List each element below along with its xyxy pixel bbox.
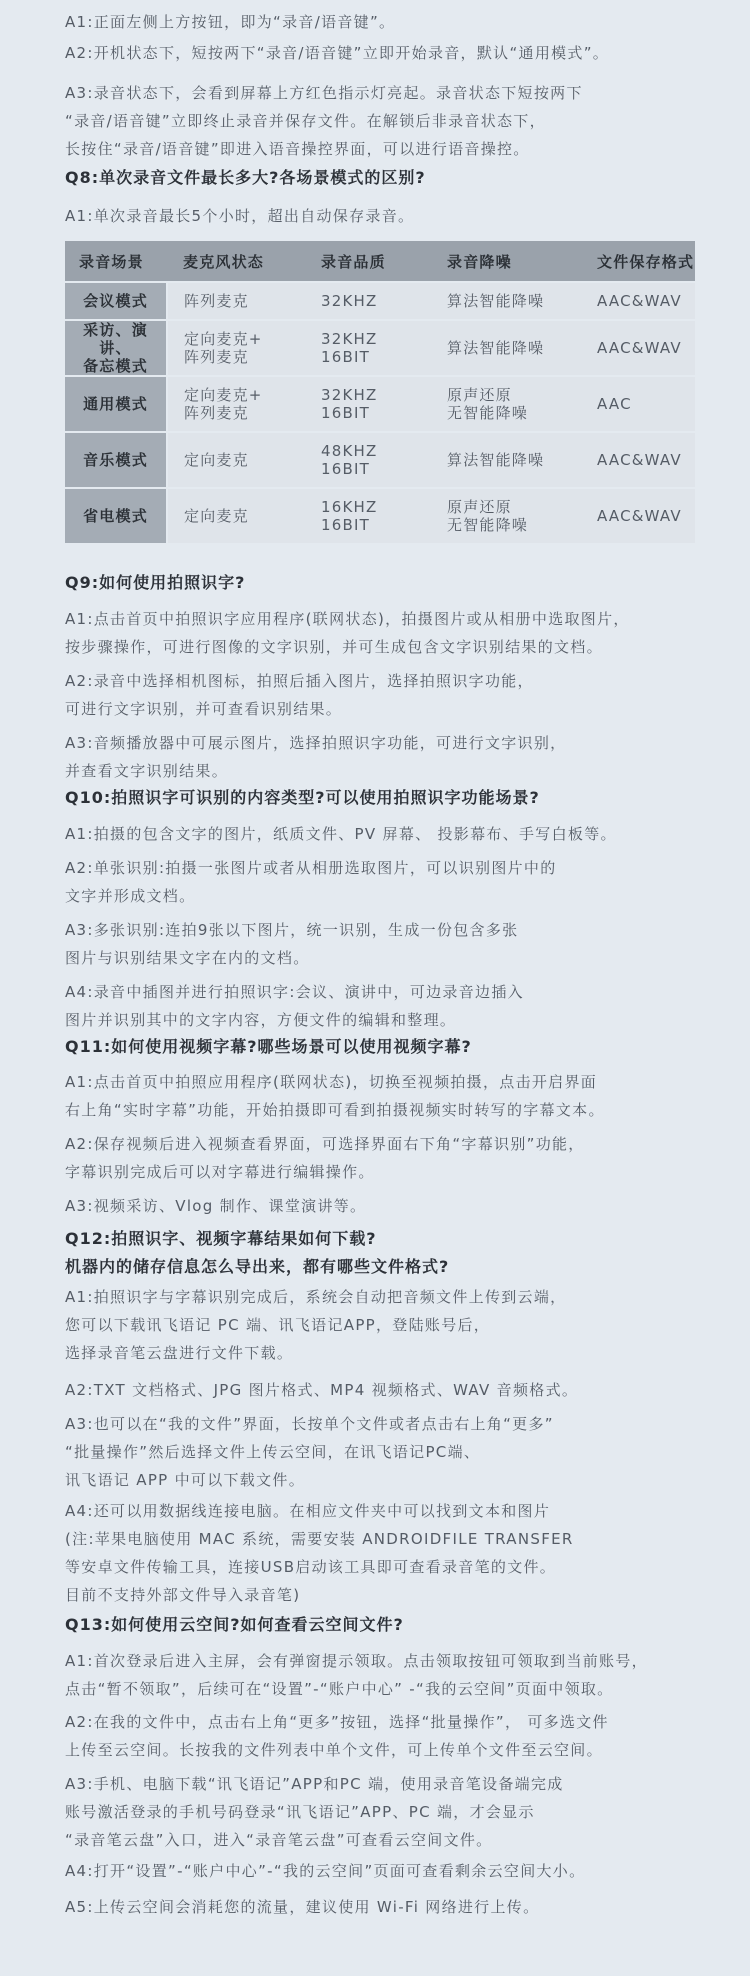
text-line: A1:点击首页中拍照应用程序(联网状态)，切换至视频拍摄，点击开启界面 <box>65 1073 598 1091</box>
question-heading <box>65 1226 745 1282</box>
table-body <box>65 282 695 544</box>
text-line: “批量操作”然后选择文件上传云空间，在讯飞语记PC端、 <box>65 1443 481 1461</box>
cell-format <box>581 282 695 320</box>
table-row <box>65 432 695 488</box>
cell-noise <box>431 282 581 320</box>
cell-mic <box>167 282 305 320</box>
cell-line: 32KHZ <box>321 386 378 404</box>
answer-paragraph <box>65 729 745 785</box>
cell-format <box>581 320 695 376</box>
text-line: 并查看文字识别结果。 <box>65 762 229 780</box>
text-line: “录音笔云盘”入口，进入“录音笔云盘”可查看云空间文件。 <box>65 1831 493 1849</box>
text-line: A3:多张识别:连拍9张以下图片，统一识别，生成一份包含多张 <box>65 921 519 939</box>
cell-noise <box>431 432 581 488</box>
text-line: 点击“暂不领取”，后续可在“设置”-“账户中心” -“我的云空间”页面中领取。 <box>65 1680 614 1698</box>
cell-noise <box>431 376 581 432</box>
text-line: A2:开机状态下，短按两下“录音/语音键”立即开始录音，默认“通用模式”。 <box>65 44 610 62</box>
cell-line: 定向麦克+ <box>184 330 263 348</box>
text-line: 目前不支持外部文件导入录音笔) <box>65 1586 301 1604</box>
answer-paragraph <box>65 978 745 1034</box>
cell-line: 定向麦克 <box>184 507 249 525</box>
answer-paragraph <box>65 1130 745 1186</box>
text-line: 图片与识别结果文字在内的文档。 <box>65 949 310 967</box>
cell-noise <box>431 488 581 544</box>
text-line: A4:打开“设置”-“账户中心”-“我的云空间”页面可查看剩余云空间大小。 <box>65 1862 586 1880</box>
table-row <box>65 488 695 544</box>
text-line: A3:手机、电脑下载“讯飞语记”APP和PC 端，使用录音笔设备端完成 <box>65 1775 564 1793</box>
text-line: 图片并识别其中的文字内容，方便文件的编辑和整理。 <box>65 1011 457 1029</box>
answer-paragraph <box>65 820 745 848</box>
header-mic: 麦克风状态 <box>167 241 305 282</box>
cell-format <box>581 376 695 432</box>
answer-paragraph <box>65 1857 745 1885</box>
cell-line: 原声还原 <box>447 498 512 516</box>
table-row <box>65 320 695 376</box>
question-heading <box>65 1612 745 1640</box>
text-line: A5:上传云空间会消耗您的流量，建议使用 Wi-Fi 网络进行上传。 <box>65 1898 540 1916</box>
table-header-row <box>65 241 695 282</box>
table-row <box>65 282 695 320</box>
cell-mic <box>167 432 305 488</box>
cell-line: 算法智能降噪 <box>447 339 545 357</box>
answer-paragraph <box>65 1376 745 1404</box>
cell-quality <box>305 282 431 320</box>
cell-format <box>581 432 695 488</box>
cell-line: 原声还原 <box>447 386 512 404</box>
text-line: 上传至云空间。长按我的文件列表中单个文件，可上传单个文件至云空间。 <box>65 1741 603 1759</box>
cell-line: 48KHZ <box>321 442 378 460</box>
text-line: A1:拍照识字与字幕识别完成后，系统会自动把音频文件上传到云端， <box>65 1288 567 1306</box>
cell-scene <box>65 320 167 376</box>
answer-paragraph <box>65 39 745 67</box>
cell-line: 算法智能降噪 <box>447 292 545 310</box>
answer-paragraph <box>65 1192 745 1220</box>
answer-paragraph <box>65 916 745 972</box>
text-line: Q8:单次录音文件最长多大?各场景模式的区别? <box>65 168 426 187</box>
cell-line: 32KHZ <box>321 292 378 310</box>
answer-paragraph <box>65 1647 745 1703</box>
text-line: Q9:如何使用拍照识字? <box>65 573 246 592</box>
cell-line: AAC <box>597 395 632 413</box>
answer-paragraph <box>65 1497 745 1609</box>
text-line: Q12:拍照识字、视频字幕结果如何下载? <box>65 1229 377 1248</box>
text-line: A4:还可以用数据线连接电脑。在相应文件夹中可以找到文本和图片 <box>65 1502 551 1520</box>
header-quality: 录音品质 <box>305 241 431 282</box>
cell-line: AAC&WAV <box>597 451 682 469</box>
answer-paragraph <box>65 202 745 230</box>
cell-line: 定向麦克+ <box>184 386 263 404</box>
scene-mode-table <box>65 241 695 545</box>
cell-line: 通用模式 <box>83 395 148 413</box>
answer-paragraph <box>65 1708 745 1764</box>
answer-paragraph <box>65 1893 745 1921</box>
cell-noise <box>431 320 581 376</box>
text-line: A2:保存视频后进入视频查看界面，可选择界面右下角“字幕识别”功能， <box>65 1135 585 1153</box>
answer-paragraph <box>65 1283 745 1367</box>
cell-scene <box>65 282 167 320</box>
cell-line: 16BIT <box>321 460 370 478</box>
cell-scene <box>65 376 167 432</box>
answer-paragraph <box>65 1068 745 1124</box>
cell-line: AAC&WAV <box>597 292 682 310</box>
text-line: A3:也可以在“我的文件”界面，长按单个文件或者点击右上角“更多” <box>65 1415 554 1433</box>
text-line: Q11:如何使用视频字幕?哪些场景可以使用视频字幕? <box>65 1037 472 1056</box>
text-line: A1:拍摄的包含文字的图片，纸质文件、PV 屏幕、 投影幕布、手写白板等。 <box>65 825 617 843</box>
answer-paragraph <box>65 79 745 163</box>
cell-line: 算法智能降噪 <box>447 451 545 469</box>
cell-quality <box>305 488 431 544</box>
header-scene: 录音场景 <box>65 241 167 282</box>
text-line: A3:音频播放器中可展示图片，选择拍照识字功能，可进行文字识别， <box>65 734 567 752</box>
question-heading <box>65 165 745 193</box>
text-line: A2:录音中选择相机图标，拍照后插入图片，选择拍照识字功能， <box>65 672 534 690</box>
text-line: 按步骤操作，可进行图像的文字识别，并可生成包含文字识别结果的文档。 <box>65 638 603 656</box>
text-line: 选择录音笔云盘进行文件下载。 <box>65 1344 294 1362</box>
text-line: Q10:拍照识字可识别的内容类型?可以使用拍照识字功能场景? <box>65 788 540 807</box>
cell-line: 无智能降噪 <box>447 516 529 534</box>
cell-line: AAC&WAV <box>597 339 682 357</box>
text-line: A4:录音中插图并进行拍照识字:会议、演讲中，可边录音边插入 <box>65 983 524 1001</box>
text-line: 机器内的储存信息怎么导出来，都有哪些文件格式? <box>65 1257 450 1276</box>
cell-line: 阵列麦克 <box>184 404 249 422</box>
text-line: (注:苹果电脑使用 MAC 系统，需要安装 ANDROIDFILE TRANSFER <box>65 1530 574 1548</box>
cell-quality <box>305 432 431 488</box>
answer-paragraph <box>65 667 745 723</box>
cell-line: AAC&WAV <box>597 507 682 525</box>
question-heading <box>65 785 745 813</box>
cell-mic <box>167 320 305 376</box>
text-line: A2:在我的文件中，点击右上角“更多”按钮，选择“批量操作”， 可多选文件 <box>65 1713 609 1731</box>
text-line: 可进行文字识别，并可查看识别结果。 <box>65 700 343 718</box>
cell-line: 定向麦克 <box>184 451 249 469</box>
cell-scene <box>65 488 167 544</box>
text-line: Q13:如何使用云空间?如何查看云空间文件? <box>65 1615 404 1634</box>
text-line: “录音/语音键”立即终止录音并保存文件。在解锁后非录音状态下， <box>65 112 546 130</box>
text-line: A2:TXT 文档格式、JPG 图片格式、MP4 视频格式、WAV 音频格式。 <box>65 1381 579 1399</box>
cell-line: 16KHZ <box>321 498 378 516</box>
cell-line: 音乐模式 <box>83 451 148 469</box>
text-line: A2:单张识别:拍摄一张图片或者从相册选取图片，可以识别图片中的 <box>65 859 557 877</box>
text-line: 您可以下载讯飞语记 PC 端、讯飞语记APP，登陆账号后， <box>65 1316 491 1334</box>
cell-mic <box>167 376 305 432</box>
text-line: 账号激活登录的手机号码登录“讯飞语记”APP、PC 端，才会显示 <box>65 1803 535 1821</box>
answer-paragraph <box>65 8 745 36</box>
cell-line: 16BIT <box>321 348 370 366</box>
cell-quality <box>305 320 431 376</box>
cell-line: 无智能降噪 <box>447 404 529 422</box>
cell-line: 采访、演讲、 <box>83 321 148 357</box>
text-line: A1:点击首页中拍照识字应用程序(联网状态)，拍摄图片或从相册中选取图片， <box>65 610 630 628</box>
text-line: 文字并形成文档。 <box>65 887 196 905</box>
cell-format <box>581 488 695 544</box>
header-format: 文件保存格式 <box>581 241 695 282</box>
text-line: A3:视频采访、Vlog 制作、课堂演讲等。 <box>65 1197 367 1215</box>
text-line: 长按住“录音/语音键”即进入语音操控界面，可以进行语音操控。 <box>65 140 530 158</box>
cell-line: 32KHZ <box>321 330 378 348</box>
cell-quality <box>305 376 431 432</box>
answer-paragraph <box>65 605 745 661</box>
text-line: A1:单次录音最长5个小时，超出自动保存录音。 <box>65 207 415 225</box>
cell-line: 阵列麦克 <box>184 292 249 310</box>
question-heading <box>65 1034 745 1062</box>
header-noise: 录音降噪 <box>431 241 581 282</box>
cell-line: 省电模式 <box>83 507 148 525</box>
text-line: 字幕识别完成后可以对字幕进行编辑操作。 <box>65 1163 375 1181</box>
table-row <box>65 376 695 432</box>
answer-paragraph <box>65 1770 745 1854</box>
cell-mic <box>167 488 305 544</box>
cell-line: 16BIT <box>321 404 370 422</box>
text-line: 右上角“实时字幕”功能，开始拍摄即可看到拍摄视频实时转写的字幕文本。 <box>65 1101 605 1119</box>
cell-line: 16BIT <box>321 516 370 534</box>
text-line: A3:录音状态下，会看到屏幕上方红色指示灯亮起。录音状态下短按两下 <box>65 84 583 102</box>
cell-scene <box>65 432 167 488</box>
text-line: A1:首次登录后进入主屏，会有弹窗提示领取。点击领取按钮可领取到当前账号， <box>65 1652 648 1670</box>
text-line: 讯飞语记 APP 中可以下载文件。 <box>65 1471 305 1489</box>
question-heading <box>65 570 745 598</box>
answer-paragraph <box>65 1410 745 1494</box>
cell-line: 会议模式 <box>83 292 148 310</box>
cell-line: 备忘模式 <box>83 357 148 375</box>
cell-line: 阵列麦克 <box>184 348 249 366</box>
text-line: 等安卓文件传输工具，连接USB启动该工具即可查看录音笔的文件。 <box>65 1558 557 1576</box>
answer-paragraph <box>65 854 745 910</box>
text-line: A1:正面左侧上方按钮，即为“录音/语音键”。 <box>65 13 396 31</box>
